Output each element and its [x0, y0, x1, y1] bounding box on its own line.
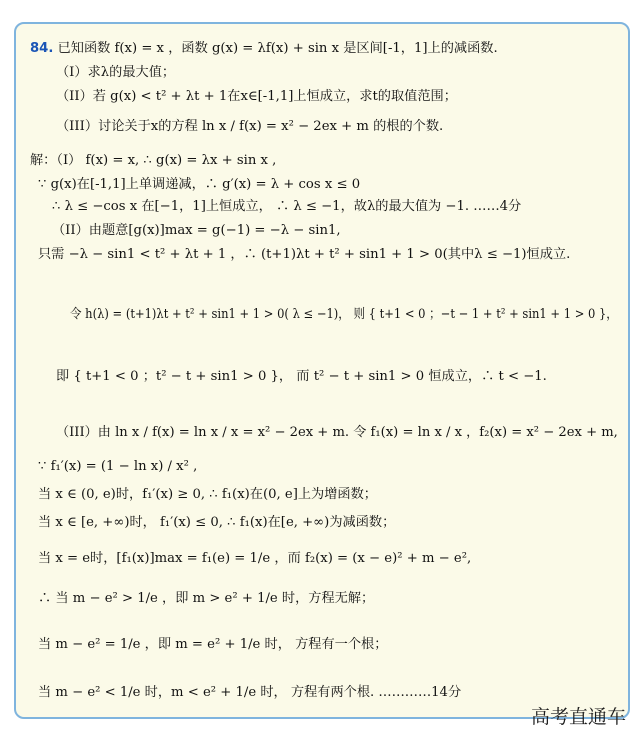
watermark-text: 高考直通车	[530, 706, 626, 728]
problem-stem-line	[30, 40, 498, 58]
question-2: （II）若 g(x) < t² + λt + 1在x∈[-1,1]上恒成立，求t的取值范围；	[56, 89, 457, 104]
problem-stem: 已知函数 f(x) = x ，函数 g(x) = λf(x) + sin x 是区间[-1，1]上的减函数.	[57, 41, 498, 56]
solution-line-10: 当 x ∈ (0, e)时，f₁′(x) ≥ 0, ∴ f₁(x)在(0, e]上为增函数；	[38, 487, 377, 502]
solution-line-11: 当 x ∈ [e, +∞)时， f₁′(x) ≤ 0, ∴ f₁(x)在[e, +∞)为减函数；	[38, 515, 396, 530]
solution-line-2: ∵ g(x)在[-1,1]上单调递减，∴ g′(x) = λ + cos x ≤ 0	[38, 177, 361, 192]
question-3: （III）讨论关于x的方程 ln x / f(x) = x² − 2ex + m 的根的个数.	[56, 119, 444, 134]
solution-line-9: ∵ f₁′(x) = (1 − ln x) / x² ,	[38, 459, 198, 474]
question-1: （I）求λ的最大值；	[56, 65, 176, 80]
solution-line-8: （III）由 ln x / f(x) = ln x / x = x² − 2ex + m. 令 f₁(x) = ln x / x ，f₂(x) = x² − 2ex + m,	[56, 425, 618, 440]
solution-line-15: 当 m − e² < 1/e 时，m < e² + 1/e 时， 方程有两个根. …………14分	[38, 685, 462, 700]
solution-line-14: 当 m − e² = 1/e ，即 m = e² + 1/e 时， 方程有一个根；	[38, 637, 388, 652]
solution-line-13: ∴ 当 m − e² > 1/e ，即 m > e² + 1/e 时，方程无解；	[38, 591, 375, 606]
solution-line-1: 解：（I） f(x) = x, ∴ g(x) = λx + sin x ,	[30, 153, 277, 168]
solution-line-4: （II）由题意[g(x)]max = g(−1) = −λ − sin1,	[52, 223, 341, 238]
problem-card	[14, 22, 630, 719]
solution-line-12: 当 x = e时，[f₁(x)]max = f₁(e) = 1/e ，而 f₂(x) = (x − e)² + m − e²,	[38, 551, 472, 566]
solution-line-6: 令 h(λ) = (t+1)λt + t² + sin1 + 1 > 0( λ ≤ −1)， 则 { t+1 < 0 ；−t − 1 + t² + sin1 + 1 > 0 }，	[70, 307, 618, 322]
solution-line-5: 只需 −λ − sin1 < t² + λt + 1 ，∴ (t+1)λt + t² + sin1 + 1 > 0(其中λ ≤ −1)恒成立.	[38, 247, 571, 262]
solution-line-7: 即 { t+1 < 0 ；t² − t + sin1 > 0 }， 而 t² − t + sin1 > 0 恒成立，∴ t < −1.	[56, 369, 547, 384]
problem-number: 84.	[30, 41, 54, 56]
solution-line-3: ∴ λ ≤ −cos x 在[−1，1]上恒成立， ∴ λ ≤ −1，故λ的最大值为 −1. ……4分	[52, 199, 522, 214]
